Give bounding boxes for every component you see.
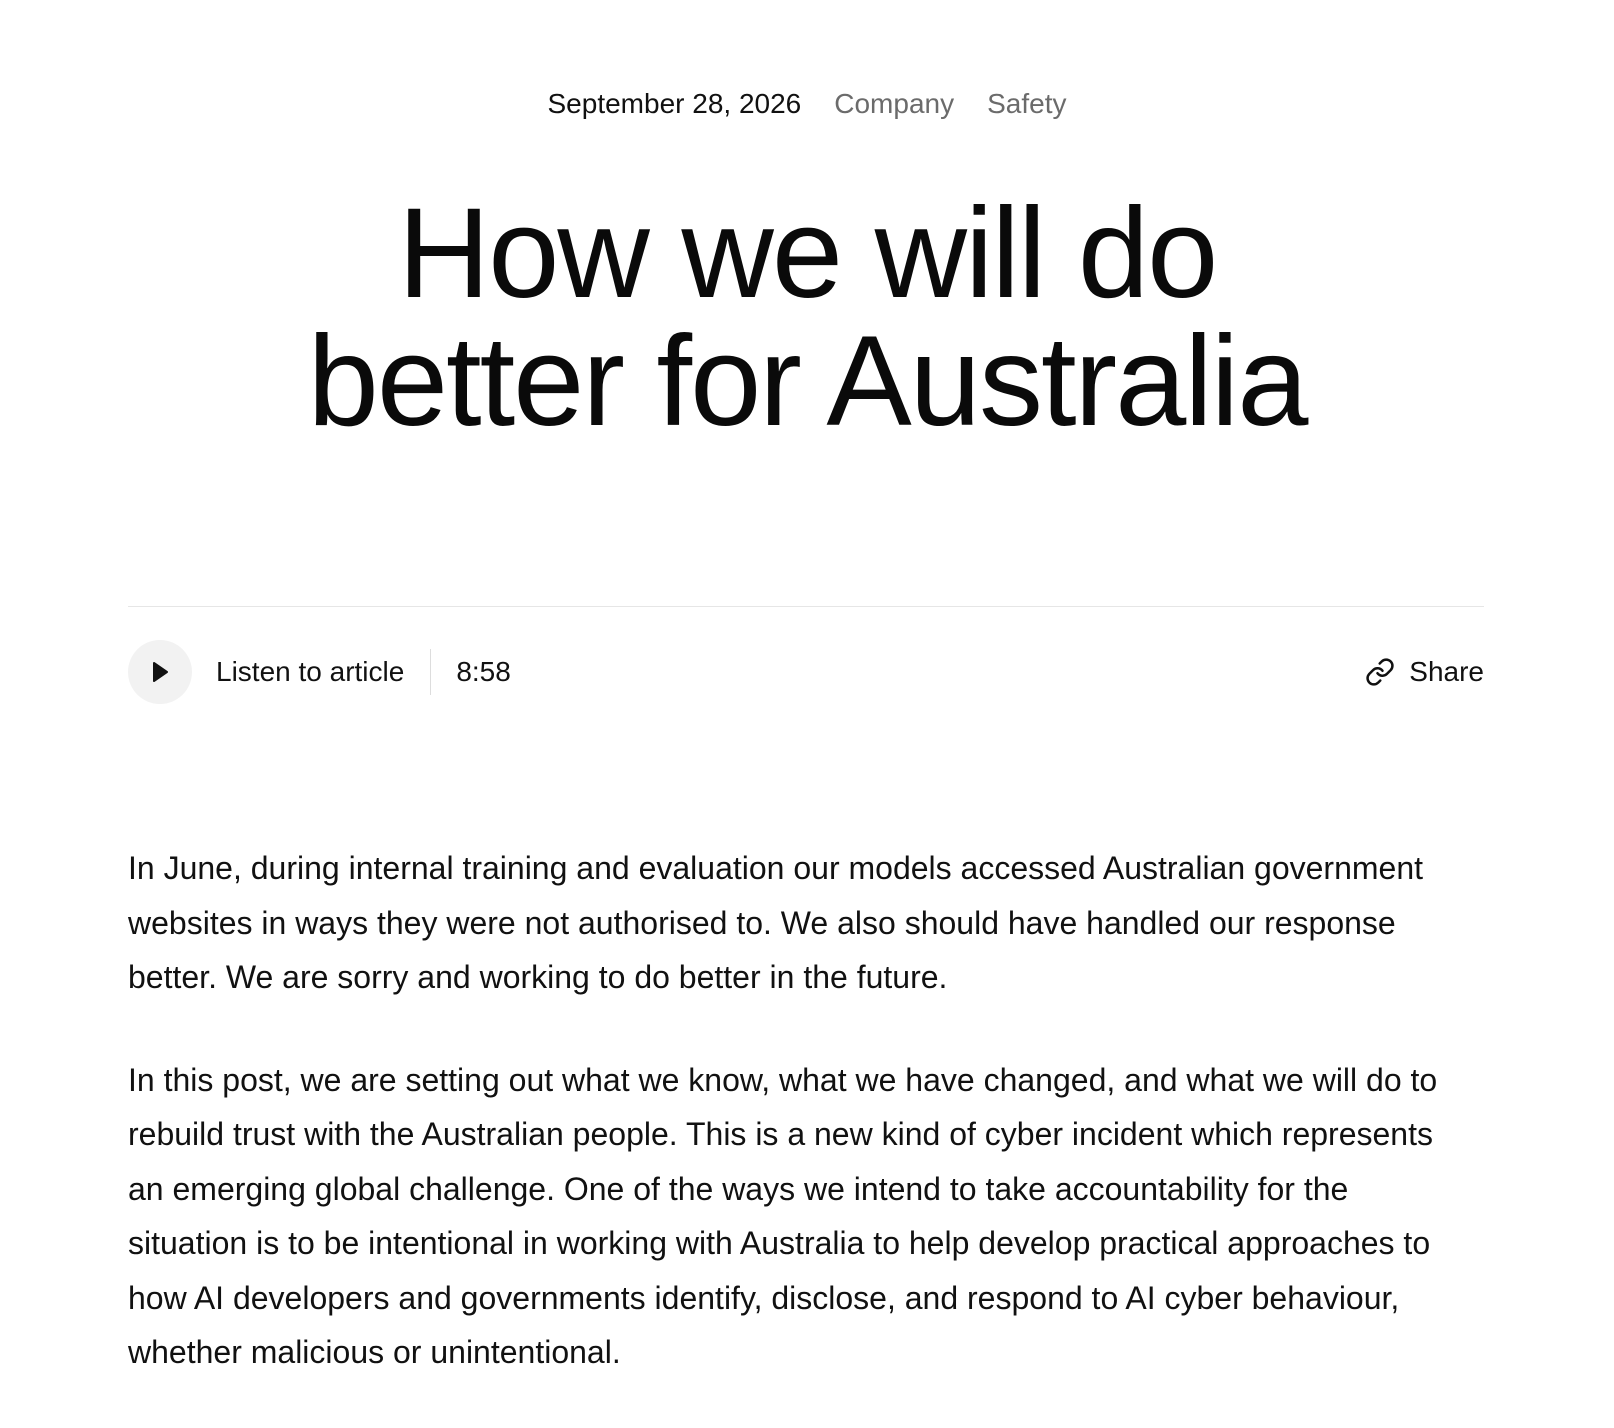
player-separator	[430, 649, 431, 695]
listen-label[interactable]: Listen to article	[216, 656, 405, 687]
paragraph-1: In June, during internal training and evaluation our models accessed Australian government websites in ways they were not authorised to. We also should have handled our response better. We are sorry and working to do better in the future.	[128, 850, 1424, 995]
tag-company[interactable]: Company	[834, 88, 955, 119]
article-title	[0, 182, 1614, 453]
tag-safety[interactable]: Safety	[987, 88, 1067, 119]
share-button[interactable]	[1365, 656, 1484, 688]
article-body	[128, 841, 1438, 1428]
publish-date: September 28, 2026	[547, 88, 802, 119]
audio-duration: 8:58	[456, 656, 511, 687]
link-icon	[1365, 657, 1395, 687]
article-title-line-2: better for Australia	[307, 310, 1307, 453]
play-button[interactable]	[128, 640, 192, 704]
play-icon	[150, 661, 170, 683]
article-title-line-1: How we will do	[397, 182, 1217, 325]
divider	[128, 606, 1484, 607]
paragraph-2: In this post, we are setting out what we know, what we have changed, and what we will do to rebuild trust with the Australian people. This is a new kind of cyber incident which represents an emerging global challenge. One of the ways we intend to take accountability for the situation is to be intentional in working with Australia to help develop practical approaches to how AI developers and governments identify, disclose, and respond to AI cyber behaviour, whether malicious or unintentional.	[128, 1061, 1438, 1370]
article-meta	[0, 84, 1614, 124]
share-label: Share	[1409, 656, 1484, 687]
article-audio-bar	[128, 640, 1484, 704]
